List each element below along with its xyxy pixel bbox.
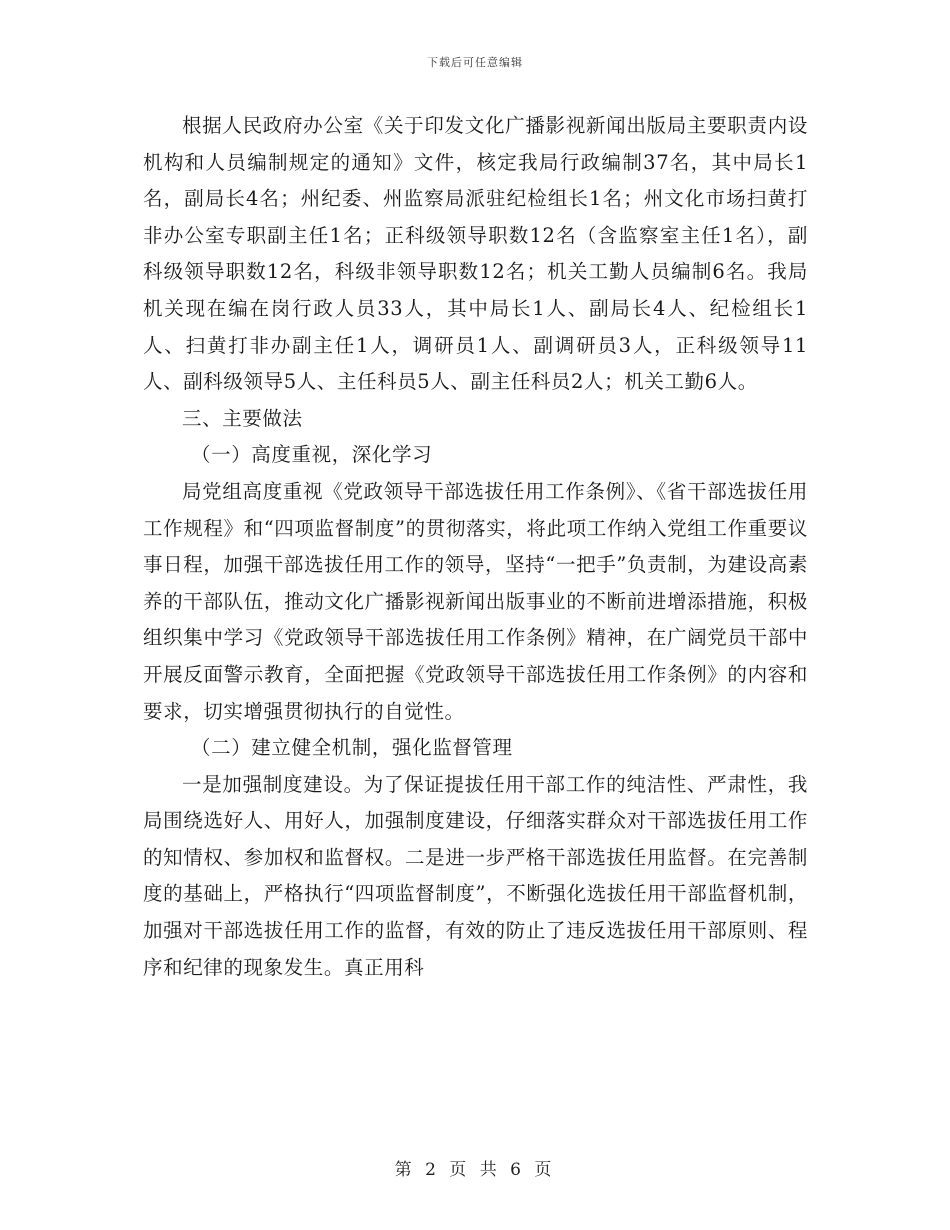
document-body [143, 108, 808, 986]
subsection-heading-2: （二）建立健全机制，强化监督管理 [191, 736, 513, 760]
paragraph-study: 局党组高度重视《党政领导干部选拔任用工作条例》、《省干部选拔任用工作规程》和“四项监督制度”的贯彻落实，将此项工作纳入党组工作重要议事日程，加强干部选拔任用工作的领导，坚持“一把手”负责制，为建设高素养的干部队伍，推动文化广播影视新闻出版事业的不断前进增添措施，积极组织集中学习《党政领导干部选拔任用工作条例》精神，在广阔党员干部中开展反面警示教育，全面把握《党政领导干部选拔任用工作条例》的内容和要求，切实增强贯彻执行的自觉性。 [143, 479, 808, 723]
subsection-heading-1: （一）高度重视，深化学习 [191, 443, 433, 467]
page-header-note: 下载后可任意编辑 [427, 56, 523, 69]
page-number-footer: 第 2 页 共 6 页 [394, 1160, 556, 1180]
paragraph-staffing: 根据人民政府办公室《关于印发文化广播影视新闻出版局主要职责内设机构和人员编制规定的通知》文件，核定我局行政编制37名，其中局长1名，副局长4名；州纪委、州监察局派驻纪检组长1名；州文化市场扫黄打非办公室专职副主任1名；正科级领导职数12名（含监察室主任1名），副科级领导职数12名，科级非领导职数12名；机关工勤人员编制6名。我局机关现在编在岗行政人员33人，其中局长1人、副局长4人、纪检组长1人、扫黄打非办副主任1人，调研员1人、副调研员3人，正科级领导11人、副科级领导5人、主任科员5人、副主任科员2人；机关工勤6人。 [143, 114, 808, 394]
paragraph-supervision: 一是加强制度建设。为了保证提拔任用干部工作的纯洁性、严肃性，我局围绕选好人、用好人，加强制度建设，仔细落实群众对干部选拔任用工作的知情权、参加权和监督权。二是进一步严格干部选拔任用监督。在完善制度的基础上，严格执行“四项监督制度”，不断强化选拔任用干部监督机制，加强对干部选拔任用工作的监督，有效的防止了违反选拔任用干部原则、程序和纪律的现象发生。真正用科 [143, 772, 808, 979]
section-heading-main-practices: 三、主要做法 [182, 406, 303, 430]
